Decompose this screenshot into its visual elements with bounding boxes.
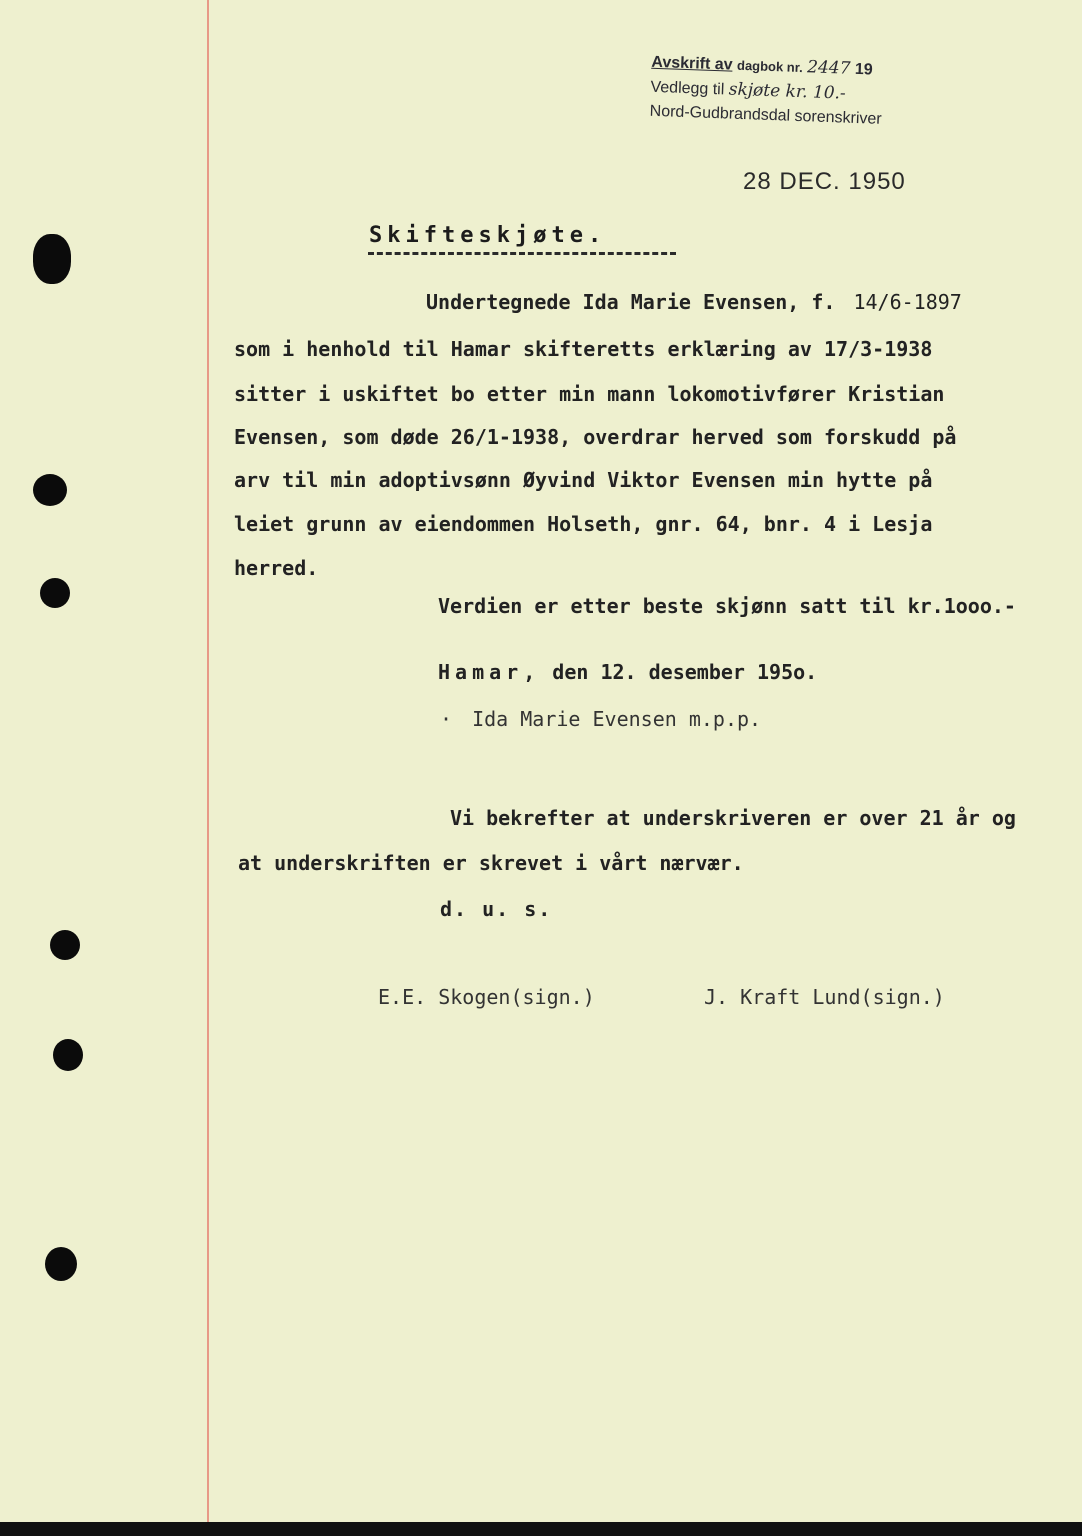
punch-hole — [40, 578, 70, 608]
stamp-vedlegg-hand: skjøte kr. 10.- — [728, 79, 847, 104]
body-line: som i henhold til Hamar skifteretts erklæring av 17/3-1938 — [234, 337, 933, 361]
dus: d. u. s. — [440, 897, 553, 921]
stamp-label-vedlegg: Vedlegg til — [650, 78, 725, 99]
punch-hole — [53, 1039, 83, 1071]
document-title: Skifteskjøte. — [369, 223, 607, 248]
punch-hole — [33, 474, 67, 506]
stamp-dagbok-number: 2447 — [806, 57, 851, 79]
signature: Ida Marie Evensen m.p.p. — [472, 707, 762, 731]
stamp-label-avskrift: Avskrift av — [651, 53, 733, 74]
punch-hole — [45, 1247, 77, 1281]
witness-statement: Vi bekrefter at underskriveren er over 21 år og — [450, 806, 1016, 830]
received-date-stamp: 28 DEC. 1950 — [743, 168, 906, 195]
place: Hamar, — [438, 660, 541, 684]
stamp-year: 19 — [854, 60, 873, 79]
body-line: leiet grunn av eiendommen Holseth, gnr. 64, bnr. 4 i Lesja — [234, 512, 933, 536]
witness-statement: at underskriften er skrevet i vårt nærvær. — [238, 851, 744, 875]
signature-dot: · — [440, 707, 453, 731]
body-line: sitter i uskiftet bo etter min mann lokomotivfører Kristian — [234, 382, 945, 406]
title-underline — [368, 252, 676, 255]
registry-stamp — [648, 50, 951, 160]
body-line: Evensen, som døde 26/1-1938, overdrar herved som forskudd på — [234, 425, 957, 449]
birth-date: 14/6-1897 — [853, 290, 962, 314]
signature-line — [440, 707, 761, 731]
stamp-court: Nord-Gudbrandsdal sorenskriver — [649, 102, 882, 128]
date: den 12. desember 195o. — [552, 660, 818, 684]
place-date — [438, 660, 817, 684]
body-line: arv til min adoptivsønn Øyvind Viktor Evensen min hytte på — [234, 468, 933, 492]
stamp-dagbok: dagbok nr. — [736, 57, 803, 76]
value-statement: Verdien er etter beste skjønn satt til kr.1ooo.- — [438, 594, 1016, 618]
margin-line — [207, 0, 209, 1522]
scan-edge — [0, 1522, 1082, 1536]
witness-signature-2: J. Kraft Lund(sign.) — [704, 985, 945, 1009]
body-line — [426, 290, 962, 314]
punch-hole — [33, 234, 71, 284]
body-text: Undertegnede Ida Marie Evensen, f. — [426, 290, 836, 314]
punch-hole — [50, 930, 80, 960]
witness-signature-1: E.E. Skogen(sign.) — [378, 985, 595, 1009]
body-line: herred. — [234, 556, 319, 580]
